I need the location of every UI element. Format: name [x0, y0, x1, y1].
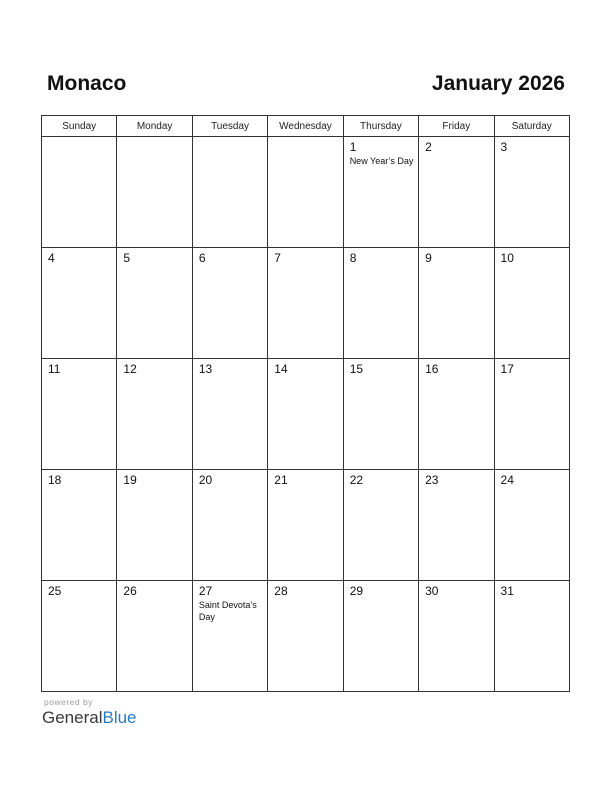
day-cell-content	[419, 581, 493, 598]
day-cell	[343, 137, 418, 248]
day-cell-content	[495, 359, 569, 376]
day-cell	[192, 359, 267, 470]
day-cell	[494, 470, 569, 581]
day-cell	[192, 248, 267, 359]
day-cell-content	[419, 137, 493, 154]
day-cell	[42, 359, 117, 470]
day-number: 8	[349, 251, 357, 265]
day-cell-content	[419, 359, 493, 376]
day-cell	[494, 248, 569, 359]
day-cell	[192, 470, 267, 581]
day-number: 9	[425, 251, 432, 265]
day-cell-content	[193, 359, 267, 376]
day-number: 4	[48, 251, 55, 265]
day-cell	[117, 359, 192, 470]
day-cell	[419, 359, 494, 470]
day-cell	[268, 359, 343, 470]
day-cell-content	[344, 581, 418, 598]
brand-general-text: General	[42, 708, 103, 727]
day-number: 31	[500, 584, 514, 598]
week-row	[42, 359, 570, 470]
generalblue-logo	[42, 708, 137, 728]
powered-by-label: powered by	[44, 697, 93, 707]
empty-day-cell	[268, 137, 343, 248]
day-cell-content	[193, 248, 267, 265]
day-cell	[419, 137, 494, 248]
day-cell	[343, 581, 418, 692]
day-cell-content	[495, 137, 569, 154]
empty-day-cell	[192, 137, 267, 248]
month-year-title: January 2026	[431, 72, 565, 95]
day-cell-content	[117, 248, 191, 265]
holiday-label: New Year’s Day	[349, 156, 414, 166]
day-cell-content	[193, 470, 267, 487]
day-cell-content	[268, 581, 342, 598]
day-number: 27	[198, 584, 213, 598]
day-cell-content	[268, 359, 342, 376]
calendar-grid	[41, 115, 570, 692]
day-cell-content	[117, 137, 191, 140]
day-cell	[494, 581, 569, 692]
holiday-label: Saint Devota’s Day	[198, 600, 257, 622]
day-number: 11	[48, 362, 61, 376]
day-cell-content	[42, 248, 116, 265]
empty-day-cell	[42, 137, 117, 248]
empty-day-cell	[117, 137, 192, 248]
day-cell-content	[419, 470, 493, 487]
weekday-header-sunday: Sunday	[42, 116, 117, 137]
weekday-header-monday: Monday	[117, 116, 192, 137]
day-cell-content	[344, 137, 418, 167]
day-cell	[192, 581, 267, 692]
day-cell-content	[193, 137, 267, 140]
weekday-header-thursday: Thursday	[343, 116, 418, 137]
day-cell	[268, 581, 343, 692]
day-number: 12	[123, 362, 137, 376]
day-number: 16	[425, 362, 439, 376]
day-number: 3	[500, 140, 508, 154]
day-cell	[42, 470, 117, 581]
day-number: 23	[425, 473, 439, 487]
week-row	[42, 248, 570, 359]
day-number: 21	[274, 473, 288, 487]
day-cell-content	[42, 581, 116, 598]
day-cell-content	[268, 470, 342, 487]
week-row	[42, 581, 570, 692]
day-cell-content	[495, 248, 569, 265]
day-cell	[419, 248, 494, 359]
brand-blue-text: Blue	[102, 708, 137, 727]
day-number: 24	[500, 473, 514, 487]
day-cell-content	[419, 248, 493, 265]
day-cell-content	[495, 470, 569, 487]
week-row	[42, 137, 570, 248]
day-cell-content	[344, 248, 418, 265]
day-number: 25	[48, 584, 62, 598]
day-cell-content	[117, 359, 191, 376]
day-number: 28	[274, 584, 288, 598]
day-number: 19	[123, 473, 137, 487]
day-number: 20	[198, 473, 213, 487]
weekday-header-friday: Friday	[419, 116, 494, 137]
day-number: 26	[123, 584, 137, 598]
day-cell	[42, 581, 117, 692]
day-cell	[268, 470, 343, 581]
weekday-header-tuesday: Tuesday	[192, 116, 267, 137]
day-number: 17	[500, 362, 514, 376]
day-cell	[419, 581, 494, 692]
day-cell	[117, 581, 192, 692]
weekday-header-saturday: Saturday	[494, 116, 569, 137]
day-cell-content	[42, 359, 116, 376]
weekday-header-wednesday: Wednesday	[268, 116, 343, 137]
day-number: 1	[349, 140, 357, 154]
day-cell-content	[268, 248, 342, 265]
day-cell	[343, 470, 418, 581]
day-number: 7	[274, 251, 281, 265]
day-cell	[117, 470, 192, 581]
day-cell-content	[42, 470, 116, 487]
day-cell	[494, 137, 569, 248]
day-cell-content	[495, 581, 569, 598]
country-title: Monaco	[47, 72, 127, 95]
day-number: 2	[425, 140, 432, 154]
day-cell-content	[193, 581, 267, 623]
day-number: 10	[500, 251, 514, 265]
day-number: 15	[349, 362, 364, 376]
day-number: 5	[123, 251, 131, 265]
day-cell	[419, 470, 494, 581]
day-cell	[494, 359, 569, 470]
day-cell-content	[42, 137, 116, 140]
week-row	[42, 470, 570, 581]
day-number: 14	[274, 362, 288, 376]
day-number: 22	[349, 473, 364, 487]
day-number: 29	[349, 584, 364, 598]
day-cell	[268, 248, 343, 359]
day-cell	[343, 359, 418, 470]
day-cell	[42, 248, 117, 359]
day-number: 13	[198, 362, 213, 376]
day-cell-content	[268, 137, 342, 140]
day-cell-content	[344, 359, 418, 376]
day-number: 6	[198, 251, 206, 265]
day-cell-content	[344, 470, 418, 487]
day-number: 18	[48, 473, 62, 487]
day-cell-content	[117, 581, 191, 598]
day-cell-content	[117, 470, 191, 487]
day-cell	[117, 248, 192, 359]
day-number: 30	[425, 584, 439, 598]
calendar-body	[42, 137, 570, 692]
weekday-header-row	[42, 116, 570, 137]
day-cell	[343, 248, 418, 359]
